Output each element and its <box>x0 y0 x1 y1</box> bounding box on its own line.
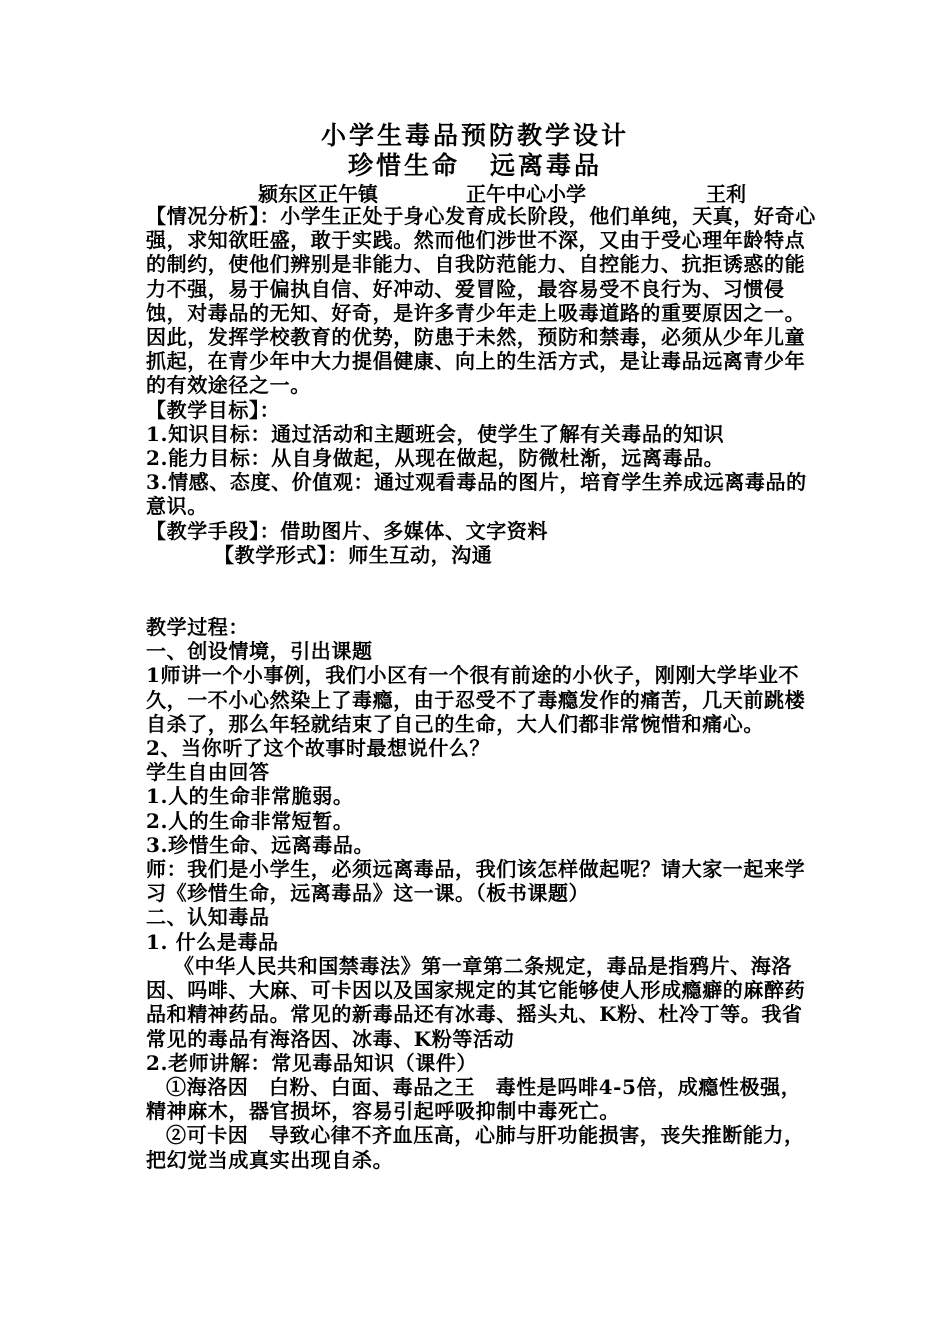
teacher-transition-paragraph: 师：我们是小学生，必须远离毒品，我们该怎样做起呢？请大家一起来学习《珍惜生命，远离毒品》这一课。（板书课题） <box>146 857 806 906</box>
step-two-heading: 二、认知毒品 <box>146 905 270 930</box>
objective-ability: 2.能力目标：从自身做起，从现在做起，防微杜渐，远离毒品。 <box>146 446 725 471</box>
section-heading-process: 教学过程： <box>146 615 249 640</box>
question-line: 2、当你听了这个故事时最想说什么？ <box>146 736 491 761</box>
section-heading-objectives: 【教学目标】： <box>146 397 281 422</box>
student-answer-heading: 学生自由回答 <box>146 760 270 785</box>
teacher-explain-heading: 2.老师讲解：常见毒品知识（课件） <box>146 1050 478 1075</box>
answer-item-3: 3.珍惜生命、远离毒品。 <box>146 832 375 857</box>
teaching-means: 【教学手段】：借助图片、多媒体、文字资料 <box>146 518 548 543</box>
subtitle-part-2: 远离毒品 <box>490 151 603 180</box>
document-subtitle <box>0 150 950 182</box>
objective-emotion: 3.情感、态度、价值观：通过观看毒品的图片，培育学生养成远离毒品的意识。 <box>146 470 807 519</box>
answer-item-1: 1.人的生命非常脆弱。 <box>146 784 354 809</box>
step-one-heading: 一、创设情境，引出课题 <box>146 639 373 664</box>
document-title: 小学生毒品预防教学设计 <box>320 121 629 150</box>
teaching-form: 【教学形式】：师生互动，沟通 <box>214 542 493 567</box>
answer-item-2: 2.人的生命非常短暂。 <box>146 808 354 833</box>
what-is-drug-heading: 1. 什么是毒品 <box>146 929 279 954</box>
objective-knowledge: 1.知识目标：通过活动和主题班会，使学生了解有关毒品的知识 <box>146 421 725 446</box>
situation-analysis-paragraph: 【情况分析】：小学生正处于身心发育成长阶段，他们单纯，天真，好奇心强，求知欲旺盛，敢于实践。然而他们涉世不深，又由于受心理年龄特点的制约，使他们辨别是非能力、自我防范能力、自控能力、抗拒诱惑的能力不强，易于偏执自信、好冲动、爱冒险，最容易受不良行为、习惯侵蚀，对毒品的无知、好奇，是许多青少年走上吸毒道路的重要原因之一。因此，发挥学校教育的优势，防患于未然，预防和禁毒，必须从少年儿童抓起，在青少年中大力提倡健康、向上的生活方式，是让毒品远离青少年的有效途径之一。 <box>146 204 816 398</box>
story-paragraph: 1师讲一个小事例，我们小区有一个很有前途的小伙子，刚刚大学毕业不久，一不小心然染上了毒瘾，由于忍受不了毒瘾发作的痛苦，几天前跳楼自杀了，那么年轻就结束了自己的生命，大人们都非常惋惜和痛心。 <box>146 663 806 736</box>
subtitle-part-1: 珍惜生命 <box>347 151 460 180</box>
blank-spacer <box>146 567 818 615</box>
author-school: 正午中心小学 <box>466 182 586 206</box>
document-body <box>146 204 818 1172</box>
drug-item-heroin: ①海洛因 白粉、白面、毒品之王 毒性是吗啡4-5倍，成瘾性极强，精神麻木，器官损坏，容易引起呼吸抑制中毒死亡。 <box>146 1074 802 1124</box>
author-name: 王利 <box>706 182 746 206</box>
law-definition-paragraph: 《中华人民共和国禁毒法》第一章第二条规定，毒品是指鸦片、海洛因、吗啡、大麻、可卡因以及国家规定的其它能够使人形成瘾癖的麻醉药品和精神药品。常见的新毒品还有冰毒、摇头丸、K粉、杜冷丁等。我省常见的毒品有海洛因、冰毒、K粉等活动 <box>146 953 806 1051</box>
drug-item-cocaine: ②可卡因 导致心律不齐血压高，心肺与肝功能损害，丧失推断能力，把幻觉当成真实出现自杀。 <box>146 1123 805 1172</box>
author-district: 颍东区正午镇 <box>258 182 378 206</box>
